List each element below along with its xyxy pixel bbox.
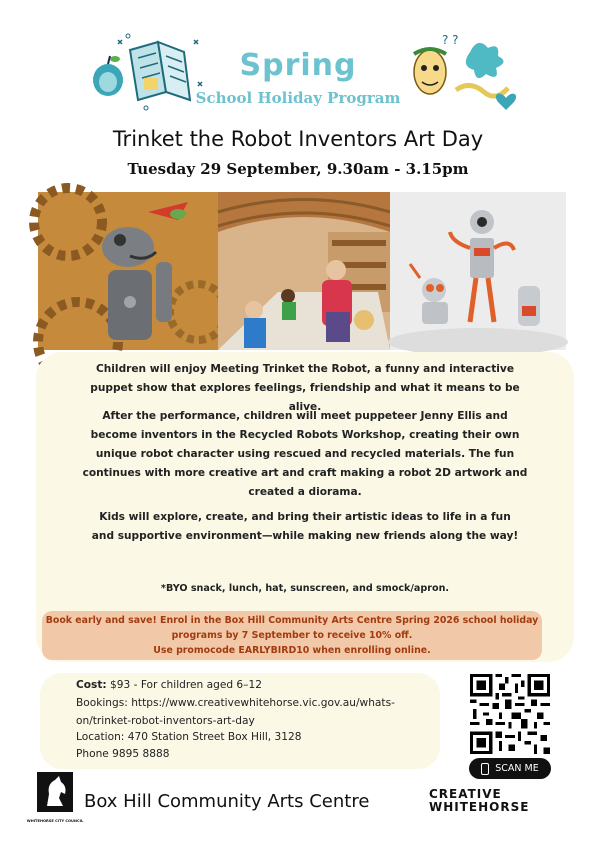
byo-note: *BYO snack, lunch, hat, sunscreen, and smock/apron. xyxy=(160,583,450,594)
paint-splash-icon xyxy=(466,43,504,78)
description-paragraph-3: Kids will explore, create, and bring their artistic ideas to life in a fun and supportive environment—while making new friends along the way! xyxy=(91,511,519,542)
bookings-line-1[interactable]: Bookings: https://www.creativewhitehorse.vic.gov.au/whats- xyxy=(76,697,395,709)
description-paragraph-2: After the performance, children will meet puppeteer Jenny Ellis and become inventors in the Recycled Robots Workshop, creating their own unique robot character using rescued and recycled materials. The fun continues with more creative art and craft making a robot 2D artwork and created a diorama. xyxy=(82,410,528,498)
location-line: Location: 470 Station Street Box Hill, 3128 xyxy=(76,731,302,743)
svg-text:? ?: ? ? xyxy=(442,33,459,47)
event-title: Trinket the Robot Inventors Art Day xyxy=(112,127,484,151)
header xyxy=(0,0,596,120)
description-paragraph-1: Children will enjoy Meeting Trinket the Robot, a funny and interactive puppet show that explores feelings, friendship and what it means to be alive. xyxy=(90,363,520,413)
scan-me-label: SCAN ME xyxy=(495,763,539,774)
photo-strip xyxy=(38,192,566,350)
heart-icon xyxy=(496,94,516,110)
earlybird-promo xyxy=(42,611,542,660)
phone-line: Phone 9895 8888 xyxy=(76,748,170,760)
face-icon xyxy=(400,22,530,112)
bookings-line-2[interactable]: on/trinket-robot-inventors-art-day xyxy=(76,715,255,727)
council-text: WHITEHORSE CITY COUNCIL xyxy=(26,819,84,823)
creative-word: CREATIVE xyxy=(429,787,502,801)
cost-value: $93 - For children aged 6–12 xyxy=(106,679,262,691)
event-date-time: Tuesday 29 September, 9.30am - 3.15pm xyxy=(127,160,469,178)
qr-code[interactable] xyxy=(470,674,550,754)
photo-recycled-robots xyxy=(390,192,566,350)
whitehorse-word: WHITEHORSE xyxy=(429,800,530,814)
spring-heading: Spring xyxy=(239,48,357,83)
program-subheading: School Holiday Program xyxy=(195,89,401,107)
cost-line xyxy=(76,679,262,691)
centre-name: Box Hill Community Arts Centre xyxy=(84,791,370,812)
photo-workshop xyxy=(218,192,390,350)
photo-robot-puppet xyxy=(38,192,218,350)
council-horse-logo xyxy=(26,772,84,828)
scan-me-button[interactable] xyxy=(469,758,551,779)
promo-line-2: programs by 7 September to receive 10% off. xyxy=(171,630,413,641)
phone-icon xyxy=(481,763,489,775)
promo-line-1: Book early and save! Enrol in the Box Hill Community Arts Centre Spring 2026 school holiday xyxy=(45,615,539,626)
promo-line-3: Use promocode EARLYBIRD10 when enrolling online. xyxy=(153,645,431,656)
cost-label: Cost: xyxy=(76,679,107,691)
creative-whitehorse-logo xyxy=(429,788,529,814)
